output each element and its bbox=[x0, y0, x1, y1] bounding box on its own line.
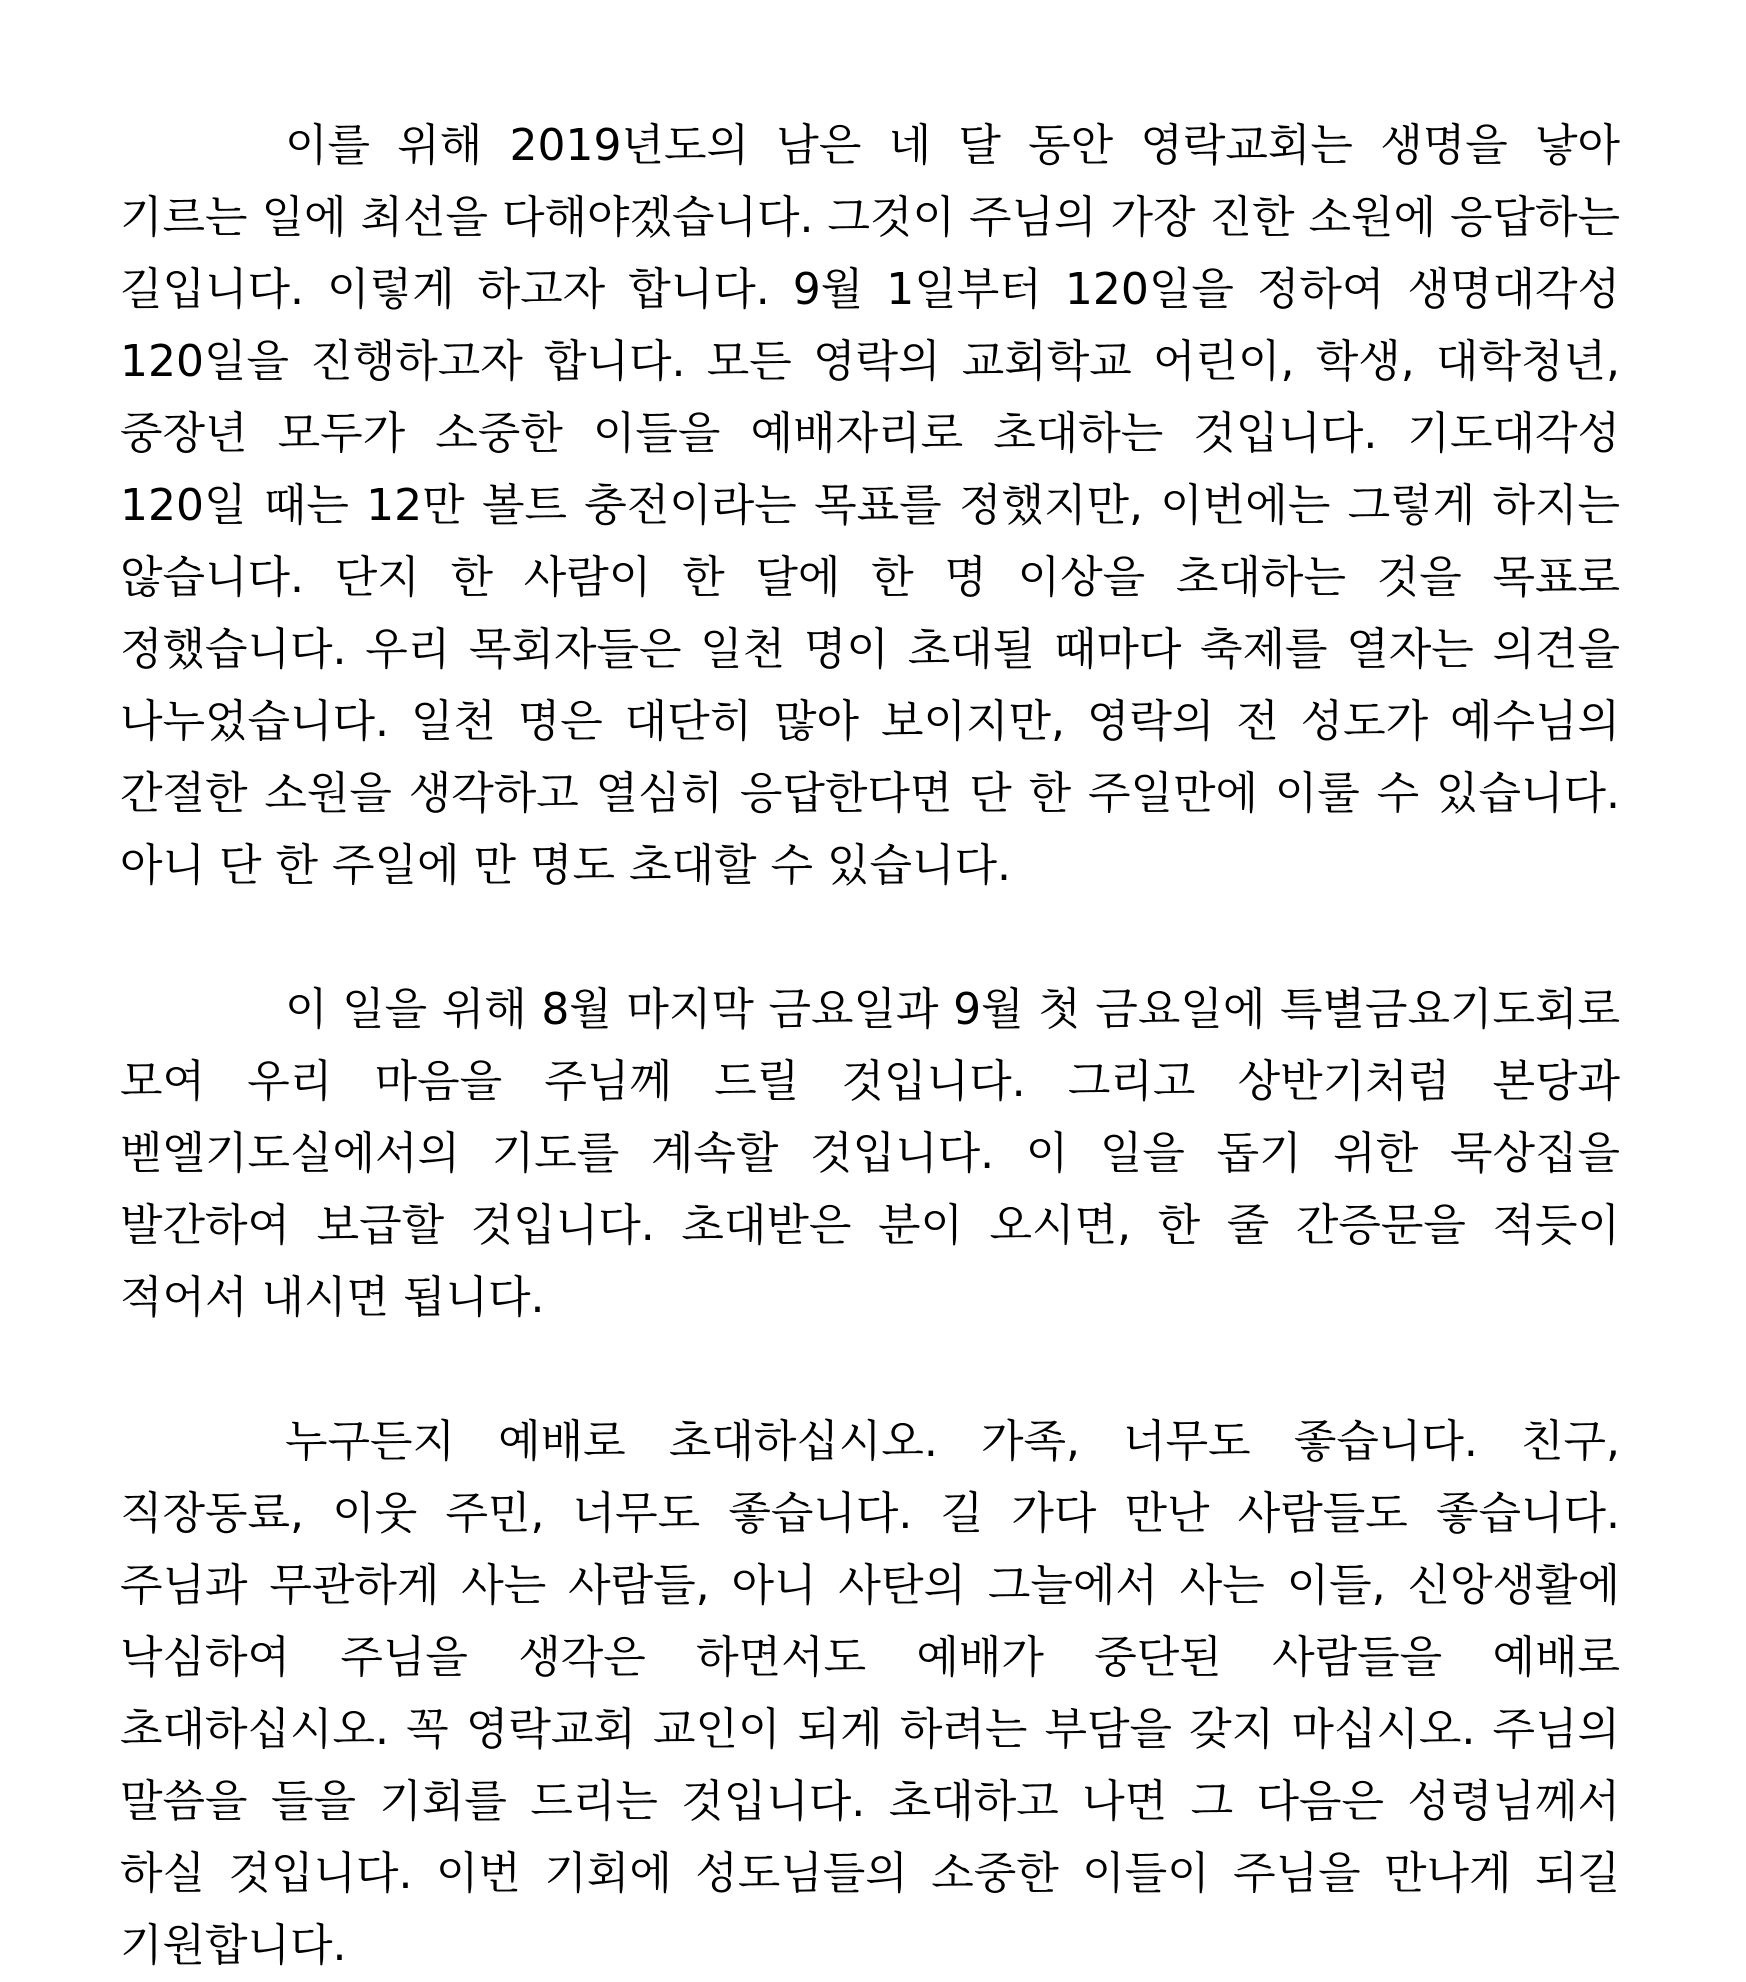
paragraph-3: 누구든지 예배로 초대하십시오. 가족, 너무도 좋습니다. 친구, 직장동료, 이웃 주민, 너무도 좋습니다. 길 가다 만난 사람들도 좋습니다. 주님과 무관하게 사는 사람들, 아니 사탄의 그늘에서 사는 이들, 신앙생활에 낙심하여 주님을 생각은 하면서도 예배가 중단된 사람들을 예배로 초대하십시오. 꼭 영락교회 교인이 되게 하려는 부담을 갖지 마십시오. 주님의 말씀을 들을 기회를 드리는 것입니다. 초대하고 나면 그 다음은 성령님께서 하실 것입니다. 이번 기회에 성도님들의 소중한 이들이 주님을 만나게 되길 기원합니다. bbox=[120, 1416, 1620, 1971]
paragraph-2: 이 일을 위해 8월 마지막 금요일과 9월 첫 금요일에 특별금요기도회로 모여 우리 마음을 주님께 드릴 것입니다. 그리고 상반기처럼 본당과 벧엘기도실에서의 기도를 계속할 것입니다. 이 일을 돕기 위한 묵상집을 발간하여 보급할 것입니다. 초대받은 분이 오시면, 한 줄 간증문을 적듯이 적어서 내시면 됩니다. bbox=[120, 984, 1620, 1323]
document-body bbox=[120, 110, 1620, 1982]
paragraph-1: 이를 위해 2019년도의 남은 네 달 동안 영락교회는 생명을 낳아 기르는 일에 최선을 다해야겠습니다. 그것이 주님의 가장 진한 소원에 응답하는 길입니다. 이렇게 하고자 합니다. 9월 1일부터 120일을 정하여 생명대각성 120일을 진행하고자 합니다. 모든 영락의 교회학교 어린이, 학생, 대학청년, 중장년 모두가 소중한 이들을 예배자리로 초대하는 것입니다. 기도대각성 120일 때는 12만 볼트 충전이라는 목표를 정했지만, 이번에는 그렇게 하지는 않습니다. 단지 한 사람이 한 달에 한 명 이상을 초대하는 것을 목표로 정했습니다. 우리 목회자들은 일천 명이 초대될 때마다 축제를 열자는 의견을 나누었습니다. 일천 명은 대단히 많아 보이지만, 영락의 전 성도가 예수님의 간절한 소원을 생각하고 열심히 응답한다면 단 한 주일만에 이룰 수 있습니다. 아니 단 한 주일에 만 명도 초대할 수 있습니다. bbox=[120, 120, 1620, 891]
